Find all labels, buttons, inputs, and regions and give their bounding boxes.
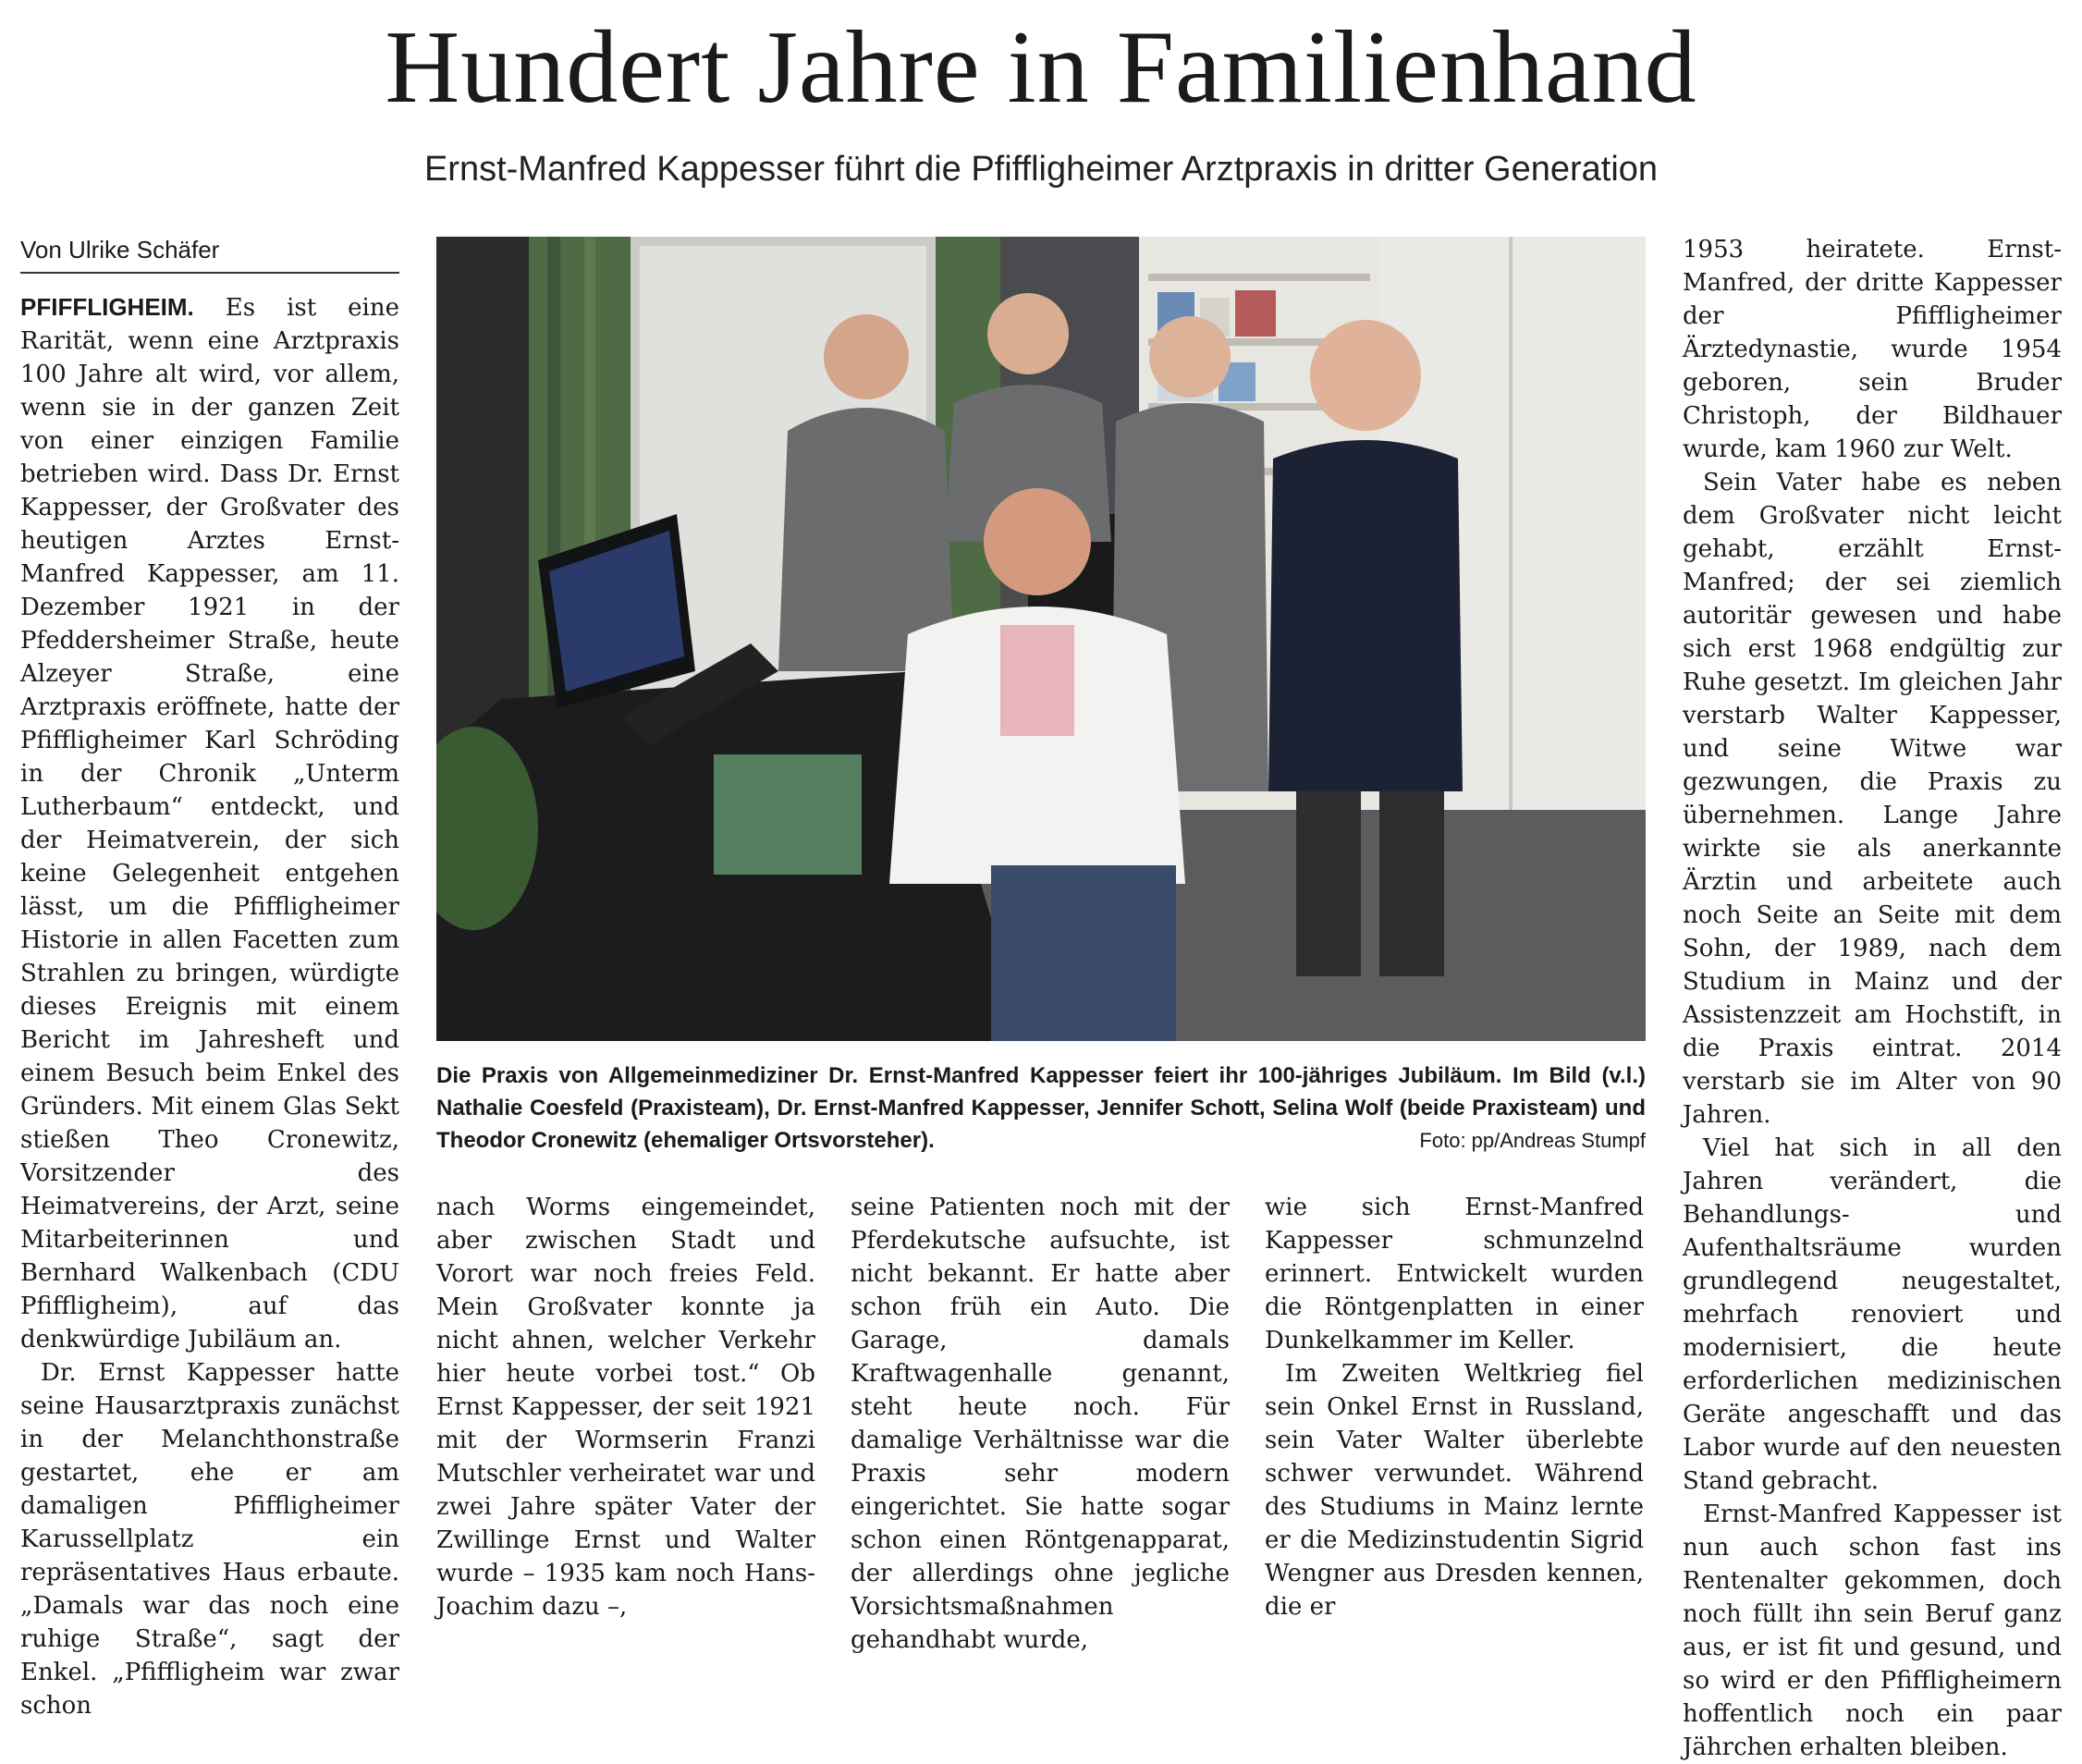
paragraph: Viel hat sich in all den Jahren verändert, die Behandlungs- und Aufenthaltsräume wurden grundlegend neugestaltet, mehrfach renoviert und modernisiert, die heute erforderlichen medizinischen Geräte angeschafft und das Labor wurde auf den neuesten Stand gebracht. (1683, 1134, 2062, 1495)
paragraph: nach Worms eingemeindet, aber zwischen Stadt und Vorort war noch freies Feld. Mein Großvater konnte ja nicht ahnen, welcher Verkehr hier heute vorbei tost.“ Ob Ernst Kappesser, der seit 1921 mit der Wormserin Franzi Mutschler verheiratet war und zwei Jahre später Vater der Zwillinge Ernst und Walter wurde – 1935 kam noch Hans-Joachim dazu –, (436, 1194, 815, 1621)
paragraph: seine Patienten noch mit der Pferdekutsche aufsuchte, ist nicht bekannt. Er hatte aber schon früh ein Auto. Die Garage, damals Kraftwagenhalle genannt, steht heute noch. Für damalige Verhältnisse war die Praxis sehr modern eingerichtet. Sie hatte sogar schon einen Röntgenapparat, der allerdings ohne jegliche Vorsichtsmaßnahmen gehandhabt wurde, (851, 1194, 1230, 1654)
article-photo (436, 237, 1646, 1041)
article-column-2 (436, 1191, 815, 1623)
caption-text: Die Praxis von Allgemeinmediziner Dr. Ernst-Manfred Kappesser feiert ihr 100-jähriges Jubiläum. Im Bild (v.l.) Nathalie Coesfeld (Praxisteam), Dr. Ernst-Manfred Kappesser, Jennifer Schott, Selina Wolf (beide Praxisteam) und Theodor Cronewitz (ehemaliger Ortsvorsteher). (436, 1063, 1646, 1153)
paragraph: Im Zweiten Weltkrieg fiel sein Onkel Ernst in Russland, sein Vater Walter überlebte schwer verwundet. Während des Studiums in Mainz lernte er die Medizinstudentin Sigrid Wengner aus Dresden kennen, die er (1265, 1360, 1644, 1621)
paragraph: 1953 heiratete. Ernst-Manfred, der dritte Kappesser der Pfiffligheimer Ärztedynastie, wurde 1954 geboren, sein Bruder Christoph, der Bildhauer wurde, kam 1960 zur Welt. (1683, 236, 2062, 463)
article-subheadline: Ernst-Manfred Kappesser führt die Pfiffligheimer Arztpraxis in dritter Generation (423, 150, 1659, 189)
article-headline: Hundert Jahre in Familienhand (385, 10, 1697, 125)
paragraph: Sein Vater habe es neben dem Großvater nicht leicht gehabt, erzählt Ernst-Manfred; der sei ziemlich autoritär gewesen und habe sich erst 1968 endgültig zur Ruhe gesetzt. Im gleichen Jahr verstarb Walter Kappesser, und seine Witwe war gezwungen, die Praxis zu übernehmen. Lange Jahre wirkte sie als anerkannte Ärztin und arbeitete auch noch Seite an Seite mit dem Sohn, der 1989, nach dem Studium in Mainz und der Assistenzzeit am Hochstift, in die Praxis eintrat. 2014 verstarb sie im Alter von 90 Jahren. (1683, 469, 2062, 1129)
article-column-5 (1683, 233, 2062, 1764)
dateline: PFIFFLIGHEIM. (20, 293, 194, 321)
photo-caption (436, 1060, 1646, 1157)
paragraph: wie sich Ernst-Manfred Kappesser schmunzelnd erinnert. Entwickelt wurden die Röntgenplatten in einer Dunkelkammer im Keller. (1265, 1194, 1644, 1354)
paragraph-text: Es ist eine Rarität, wenn eine Arztpraxis 100 Jahre alt wird, vor allem, wenn sie in der ganzen Zeit von einer einzigen Familie betrieben wird. Dass Dr. Ernst Kappesser, der Großvater des heutigen Arztes Ernst-Manfred Kappesser, am 11. Dezember 1921 in der Pfeddersheimer Straße, heute Alzeyer Straße, eine Arztpraxis eröffnete, hatte der Pfiffligheimer Karl Schröding in der Chronik „Unterm Lutherbaum“ entdeckt, und der Heimatverein, der sich keine Gelegenheit entgehen lässt, um die Pfiffligheimer Historie in allen Facetten zum Strahlen zu bringen, würdigte dieses Ereignis mit einem Bericht im Jahresheft und einem Besuch beim Enkel des Gründers. Mit einem Glas Sekt stießen Theo Cronewitz, Vorsitzender des Heimatvereins, der Arzt, seine Mitarbeiterinnen und Bernhard Walkenbach (CDU Pfiffligheim), auf das denkwürdige Jubiläum an. (20, 294, 400, 1354)
article-column-1 (20, 233, 399, 1722)
photo-illustration (436, 237, 1646, 1041)
photo-credit: Foto: pp/Andreas Stumpf (1419, 1129, 1646, 1152)
paragraph: Dr. Ernst Kappesser hatte seine Hausarztpraxis zunächst in der Melanchthonstraße gestartet, ehe er am damaligen Pfiffligheimer Karussellplatz ein repräsentatives Haus erbaute. „Damals war das noch eine ruhige Straße“, sagt der Enkel. „Pfiffligheim war zwar schon (20, 1359, 399, 1720)
byline: Von Ulrike Schäfer (20, 233, 399, 274)
article-column-3 (851, 1191, 1230, 1657)
paragraph (20, 290, 399, 1356)
paragraph: Ernst-Manfred Kappesser ist nun auch schon fast ins Rentenalter gekommen, doch noch füllt ihn sein Beruf ganz aus, er ist fit und gesund, und so wird er den Pfiffligheimern hoffentlich noch ein paar Jährchen erhalten bleiben. (1683, 1501, 2062, 1761)
article-column-4 (1265, 1191, 1644, 1623)
